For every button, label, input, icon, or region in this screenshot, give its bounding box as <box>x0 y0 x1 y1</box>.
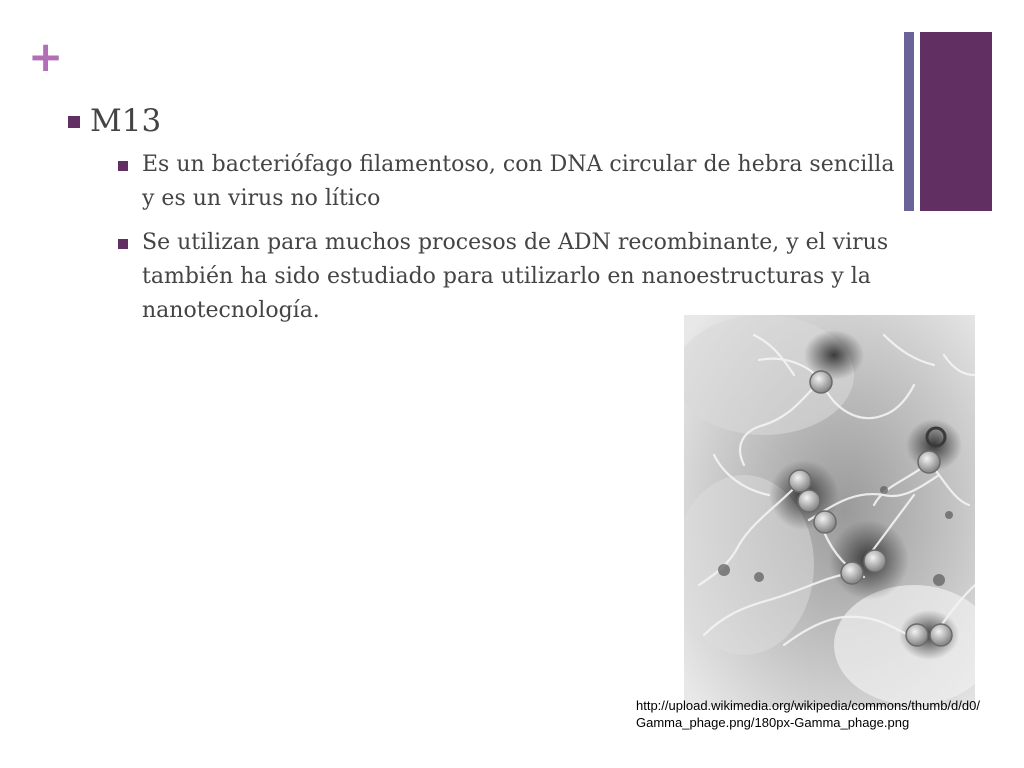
caption-line: Gamma_phage.png/180px-Gamma_phage.png <box>636 715 910 730</box>
title-row <box>68 103 161 139</box>
micrograph-drawing <box>684 315 975 707</box>
decorative-bar-thick <box>920 32 992 211</box>
bullet-square <box>118 161 128 171</box>
image-caption <box>636 697 980 731</box>
bullet-text: Es un bacteriófago filamentoso, con DNA circular de hebra sencilla y es un virus no lítico <box>142 152 895 211</box>
plus-icon: + <box>28 32 64 81</box>
bullet-text: Se utilizan para muchos procesos de ADN recombinante, y el virus también ha sido estudiado para utilizarlo en nanoestructuras y la nanotecnología. <box>142 230 889 323</box>
bullet-item <box>118 226 898 328</box>
caption-line: http://upload.wikimedia.org/wikipedia/commons/thumb/d/d0/ <box>636 698 980 713</box>
title-bullet <box>68 116 80 128</box>
slide-title: M13 <box>90 103 162 139</box>
decorative-bar-thin <box>904 32 914 211</box>
bullet-square <box>118 239 128 249</box>
phage-micrograph-image <box>684 315 975 707</box>
bullet-item <box>118 148 898 216</box>
